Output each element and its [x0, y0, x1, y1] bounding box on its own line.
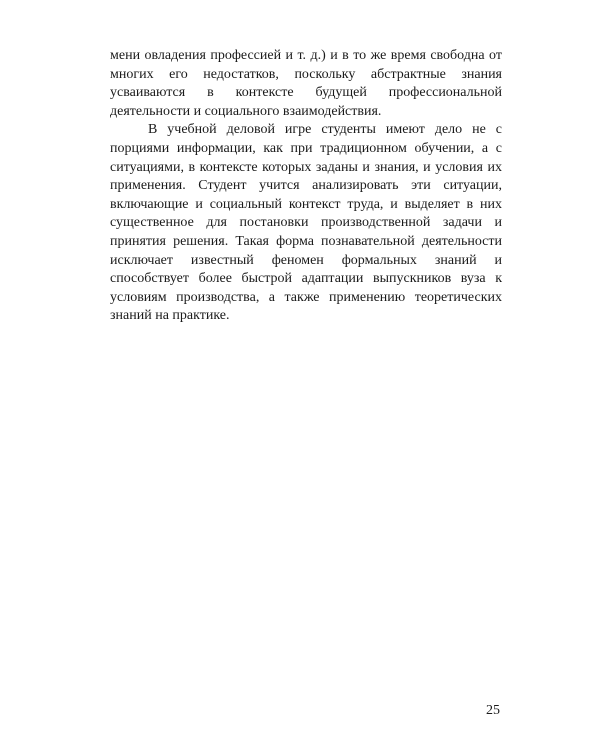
page-number: 25 — [486, 703, 500, 718]
paragraph-continuation: мени овладения профессией и т. д.) и в то же время свободна от многих его недостатков, поскольку абстрактные знания усваиваются в контексте будущей профессиональной деятельности и социального взаимодействия. — [110, 48, 502, 119]
body-text — [110, 47, 502, 326]
paragraph-business-game: В учебной деловой игре студенты имеют дело не с порциями информации, как при традиционном обучении, а с ситуациями, в контексте которых заданы и знания, и условия их применения. Студент учится анализировать эти ситуации, включающие и социальный контекст труда, и выделяет в них существенное для постановки производственной задачи и принятия решения. Такая форма познавательной деятельности исключает известный феномен формальных знаний и способствует более быстрой адаптации выпускников вуза к условиям производства, а также применению теоретических знаний на практике. — [110, 122, 502, 324]
